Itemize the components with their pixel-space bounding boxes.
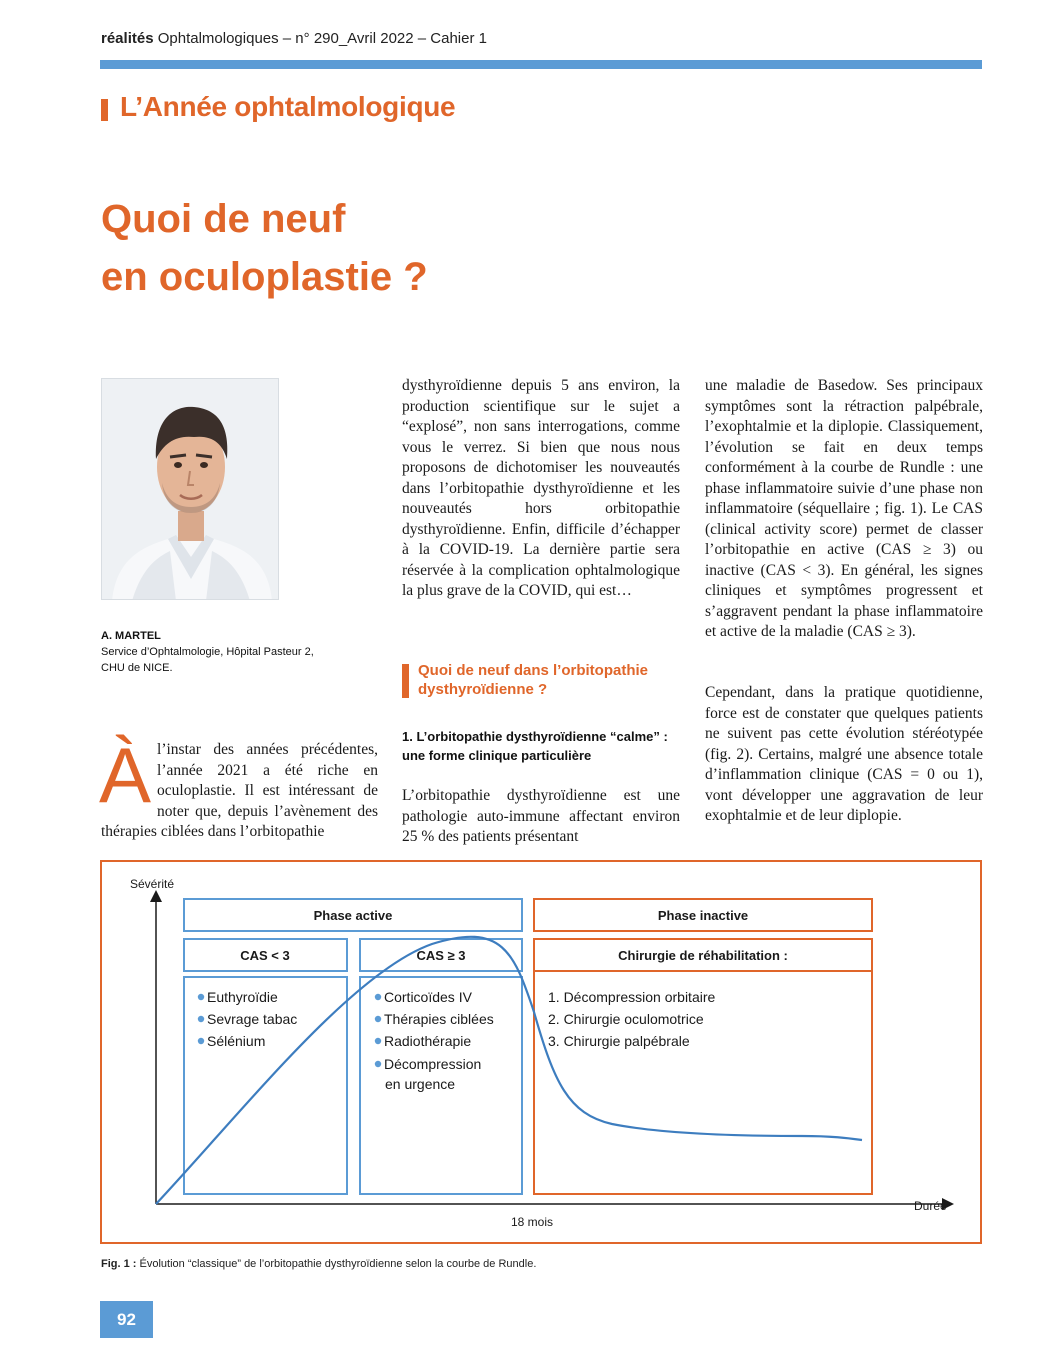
intro-continuation: dysthyroïdienne depuis 5 ans environ, la production scientifique sur le sujet a “explosé”, non sans interrogations, comme vous le verrez. Si bien que nous nous proposons de dichotomiser les nouveautés dans l’orbitopathie dysthyroïdienne et les nouveautés hors orbitopathie dysthyroïdienne. Enfin, difficile d’échapper à la COVID-19. La dernière partie sera réservée à la complication ophtalmologique la plus grave de la COVID, qui est…: [402, 377, 680, 599]
chirurgie-title: Chirurgie de réhabilitation :: [618, 948, 788, 963]
cas-high-label: CAS ≥ 3: [416, 948, 466, 963]
list-high-item-3: Radiothérapie: [384, 1033, 472, 1049]
figure-caption-text: Évolution “classique” de l’orbitopathie dysthyroïdienne selon la courbe de Rundle.: [139, 1258, 537, 1270]
section-paragraph: L’orbitopathie dysthyroïdienne est une pathologie auto-immune affectant environ 25 % des patients présentant: [402, 787, 680, 845]
title-line-2: en oculoplastie ?: [101, 255, 428, 299]
bullet-dot: [198, 1038, 204, 1044]
bullet-dot: [375, 994, 381, 1000]
body-column-3: [705, 376, 983, 643]
running-header: [101, 30, 487, 47]
title-line-1: Quoi de neuf: [101, 197, 346, 241]
author-block: [101, 628, 314, 676]
phase-active-label: Phase active: [313, 908, 393, 923]
rubric-title: L’Année ophtalmologique: [120, 91, 456, 122]
cas-low-label: CAS < 3: [240, 948, 290, 963]
rundle-diagram: [102, 862, 980, 1242]
bullet-dot: [375, 1061, 381, 1067]
rundle-paragraph: une maladie de Basedow. Ses principaux symptômes sont la rétraction palpébrale, l’exophtalmie et la diplopie. Classiquement, l’évolution se fait en deux temps conformément à la courbe de Rundle : une phase inflammatoire suivie d’une phase non inflammatoire (séquellaire ; fig. 1). Le CAS (clinical activity score) permet de classer l’orbitopathie en active (CAS ≥ 3) ou inactive (CAS < 3). En général, les signes cliniques et symptômes progressent et s’aggravent pendant la phase inflammatoire et active de la maladie (CAS ≥ 3).: [705, 377, 983, 640]
practice-paragraph: Cependant, dans la pratique quotidienne, force est de constater que quelques patients ne suivent pas cette évolution stéréotypée (fig. 2). Certains, malgré une absence totale d’inflammation clinique (CAS = 0 ou 1), vont développer une aggravation de leur exophtalmie et de leur diplopie.: [705, 684, 983, 824]
bullet-dot: [375, 1038, 381, 1044]
journal-brand: réalités: [101, 30, 154, 47]
list-high-item-2: Thérapies ciblées: [384, 1011, 494, 1027]
author-affiliation-1: Service d’Ophtalmologie, Hôpital Pasteur 2,: [101, 646, 314, 658]
list-low-item-2: Sevrage tabac: [207, 1011, 298, 1027]
rubric-marker: [101, 99, 108, 121]
body-column-2-continued: [402, 786, 680, 848]
page-number: 92: [100, 1301, 153, 1338]
treatment-box-low: [184, 977, 347, 1194]
figure-rundle-curve: [100, 860, 982, 1244]
author-photo: [101, 378, 279, 600]
figure-caption-label: Fig. 1 :: [101, 1258, 137, 1270]
issue-info: Ophtalmologiques – n° 290_Avril 2022 – Cahier 1: [157, 30, 487, 47]
x-marker-label: 18 mois: [511, 1215, 554, 1229]
bullet-dot: [375, 1016, 381, 1022]
section-heading: Quoi de neuf dans l’orbitopathie dysthyroïdienne ?: [418, 662, 649, 698]
subsection-heading: 1. L’orbitopathie dysthyroïdienne “calme” : une forme clinique particulière: [402, 729, 668, 763]
author-name: A. MARTEL: [101, 630, 161, 642]
header-rule: [100, 60, 982, 69]
list-chir-item-2: 2. Chirurgie oculomotrice: [548, 1011, 704, 1027]
list-high-item-4-cont: en urgence: [385, 1076, 456, 1092]
body-column-3-continued: [705, 683, 983, 827]
chirurgie-box: [534, 939, 872, 1194]
bullet-dot: [198, 994, 204, 1000]
list-chir-item-3: 3. Chirurgie palpébrale: [548, 1033, 690, 1049]
body-column-2: [402, 376, 680, 602]
body-column-1: [99, 731, 378, 843]
list-high-item-1: Corticoïdes IV: [384, 989, 472, 1005]
list-low-item-3: Sélénium: [207, 1033, 266, 1049]
article-title: [101, 190, 701, 306]
list-chir-item-1: 1. Décompression orbitaire: [548, 989, 716, 1005]
phase-inactive-label: Phase inactive: [657, 908, 749, 923]
author-portrait-image: [102, 379, 279, 600]
list-low-item-1: Euthyroïdie: [207, 989, 278, 1005]
bullet-dot: [198, 1016, 204, 1022]
drop-cap: À: [99, 731, 152, 819]
author-affiliation-2: CHU de NICE.: [101, 662, 173, 674]
y-axis-label: Sévérité: [130, 877, 175, 891]
section-marker: [402, 664, 409, 698]
figure-caption: [101, 1258, 536, 1270]
list-high-item-4: Décompression: [384, 1056, 482, 1072]
x-axis-label: Durée: [914, 1199, 947, 1213]
intro-paragraph: l’instar des années précédentes, l’année 2021 a été riche en oculoplastie. Il est intéressant de noter que, depuis l’avènement des thérapies ciblées dans l’orbitopathie: [101, 741, 378, 840]
